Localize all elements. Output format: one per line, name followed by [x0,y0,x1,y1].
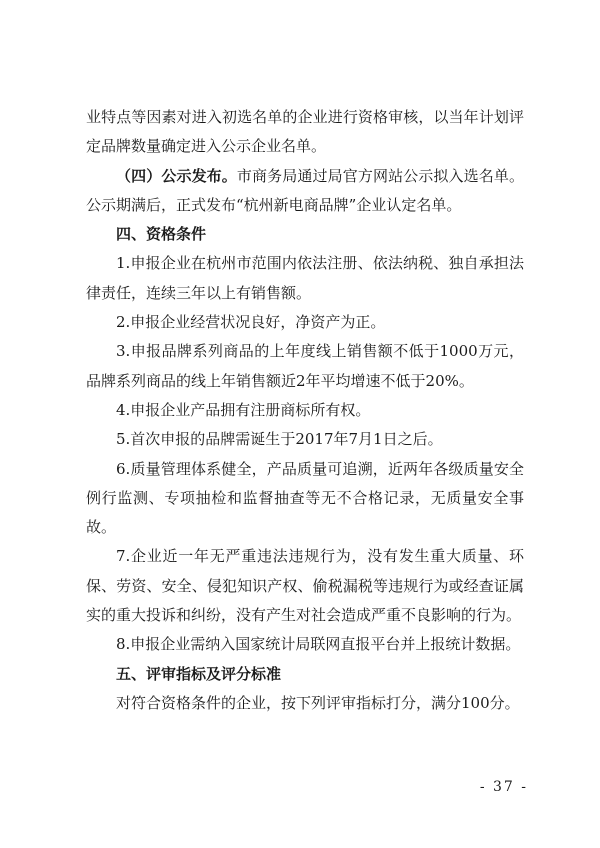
paragraph-continuation: 业特点等因素对进入初选名单的企业进行资格审核，以当年计划评定品牌数量确定进入公示企业名单。 [86,108,524,156]
section-heading-evaluation: 五、评审指标及评分标准 [116,664,282,683]
paragraph-text: 市商务局通过局官方网站公示拟入选名单。公示期满后，正式发布“杭州新电商品牌”企业认定名单。 [86,166,524,214]
paragraph-lead: （四）公示发布。 [116,166,237,185]
condition-item-5: 5.首次申报的品牌需诞生于2017年7月1日之后。 [116,430,443,449]
condition-item-1: 1.申报企业在杭州市范围内依法注册、依法纳税、独自承担法律责任，连续三年以上有销售额。 [86,254,524,302]
condition-item-3: 3.申报品牌系列商品的上年度线上销售额不低于1000万元，品牌系列商品的线上年销售额近2年平均增速不低于20%。 [86,342,524,390]
condition-item-4: 4.申报企业产品拥有注册商标所有权。 [116,400,371,419]
paragraph-evaluation-intro: 对符合资格条件的企业，按下列评审指标打分，满分100分。 [116,693,520,712]
section-heading-qualification: 四、资格条件 [116,225,207,244]
condition-item-6: 6.质量管理体系健全，产品质量可追溯，近两年各级质量安全例行监测、专项抽检和监督抽查等无不合格记录，无质量安全事故。 [86,459,524,537]
document-body [86,103,524,718]
condition-item-2: 2.申报企业经营状况良好，净资产为正。 [116,313,386,332]
paragraph-publicity [86,162,524,221]
page-number: - 37 - [479,779,528,795]
condition-item-7: 7.企业近一年无严重违法违规行为，没有发生重大质量、环保、劳资、安全、侵犯知识产权、偷税漏税等违规行为或经查证属实的重大投诉和纠纷，没有产生对社会造成严重不良影响的行为。 [86,547,524,625]
condition-item-8: 8.申报企业需纳入国家统计局联网直报平台并上报统计数据。 [116,635,521,654]
